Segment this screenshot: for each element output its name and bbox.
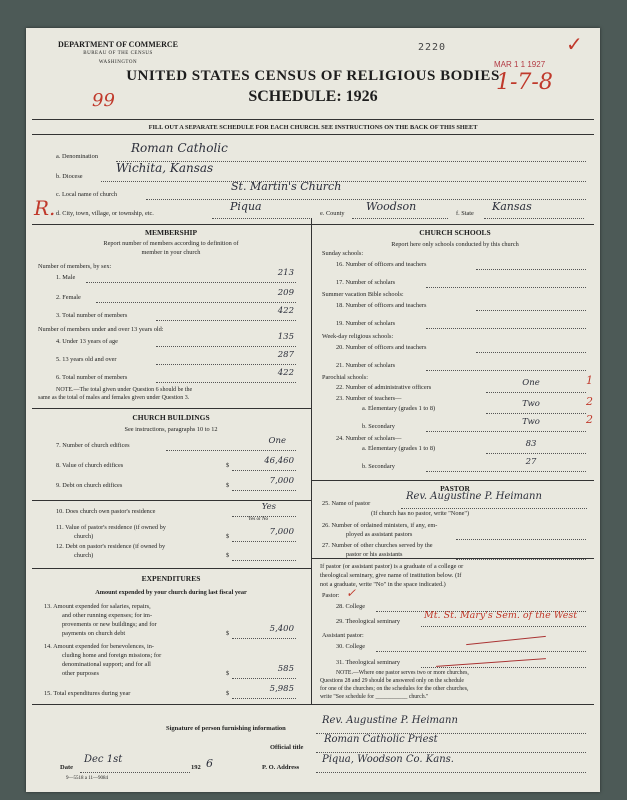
q25-value: Rev. Augustine P. Heimann bbox=[406, 491, 542, 502]
official-title-line bbox=[316, 752, 586, 753]
q29-line bbox=[421, 626, 586, 627]
year-prefix: 192 bbox=[191, 764, 201, 771]
expenditures-sub: Amount expended by your church during last fiscal year bbox=[95, 589, 247, 596]
q9-label: 9. Debt on church edifices bbox=[56, 482, 123, 489]
q13-label-2: and other running expenses; for im- bbox=[62, 612, 153, 619]
q23b-value: Two bbox=[522, 417, 540, 427]
q17-label: 17. Number of scholars bbox=[336, 279, 396, 286]
q13-label-3: provements or new buildings; and for bbox=[62, 621, 157, 628]
q23a-value: Two bbox=[522, 399, 540, 409]
official-title-value: Roman Catholic Priest bbox=[324, 734, 438, 745]
q31-label: 31. Theological seminary bbox=[336, 659, 401, 666]
q4-line bbox=[156, 346, 296, 347]
dollar-icon: $ bbox=[226, 462, 230, 469]
q13-label-4: payments on church debt bbox=[62, 630, 126, 637]
q17-line bbox=[426, 287, 586, 288]
q14-value: 585 bbox=[277, 664, 294, 674]
divider bbox=[32, 704, 594, 705]
dollar-icon: $ bbox=[226, 552, 230, 559]
q1-value: 213 bbox=[277, 268, 294, 278]
divider bbox=[32, 134, 594, 135]
diocese-value: Wichita, Kansas bbox=[116, 161, 214, 175]
denomination-value: Roman Catholic bbox=[131, 141, 228, 155]
q15-line bbox=[232, 698, 296, 699]
q26-label-2: ployed as assistant pastors bbox=[346, 531, 413, 538]
q21-label: 21. Number of scholars bbox=[336, 362, 396, 369]
q29-label: 29. Theological seminary bbox=[336, 618, 401, 625]
q3-value: 422 bbox=[277, 306, 294, 316]
q13-label: 13. Amount expended for salaries, repairs, bbox=[44, 603, 151, 610]
q3-line bbox=[156, 320, 296, 321]
q12-label: 12. Debt on pastor's residence (if owned by bbox=[56, 543, 166, 550]
county-line bbox=[352, 218, 448, 219]
q27-label-2: pastor or his assistants bbox=[346, 551, 403, 558]
membership-heading: MEMBERSHIP bbox=[144, 228, 198, 237]
q27-line bbox=[456, 559, 586, 560]
denomination-label: a. Denomination bbox=[56, 153, 98, 160]
membership-note-1: NOTE.—The total given under Question 6 should be the bbox=[56, 387, 193, 393]
pastor-check-mark: ✓ bbox=[346, 586, 357, 600]
dollar-icon: $ bbox=[226, 482, 230, 489]
q1-line bbox=[86, 282, 296, 283]
q30-label: 30. College bbox=[336, 643, 366, 650]
q22-red-mark: 1 bbox=[586, 374, 593, 387]
q5-line bbox=[156, 364, 296, 365]
q24a-label: a. Elementary (grades 1 to 8) bbox=[362, 445, 436, 452]
q14-line bbox=[232, 678, 296, 679]
q7-label: 7. Number of church edifices bbox=[56, 442, 130, 449]
q23-label: 23. Number of teachers— bbox=[336, 395, 402, 402]
bureau-name: BUREAU OF THE CENSUS bbox=[83, 51, 153, 56]
membership-intro-1: Report number of members according to definition of bbox=[103, 240, 239, 247]
q25-note: (If church has no pastor, write "None") bbox=[371, 510, 470, 517]
divider bbox=[311, 480, 594, 481]
q22-label: 22. Number of administrative officers bbox=[336, 384, 432, 391]
q2-value: 209 bbox=[277, 288, 294, 298]
divider bbox=[32, 408, 311, 409]
sunday-label: Sunday schools: bbox=[322, 250, 364, 257]
q23a-red-mark: 2 bbox=[586, 395, 593, 408]
q19-line bbox=[426, 328, 586, 329]
dept-name: DEPARTMENT OF COMMERCE bbox=[57, 40, 178, 49]
q7-line bbox=[166, 450, 296, 451]
column-divider bbox=[311, 218, 312, 558]
membership-note-2: same as the total of males and females given under Question 3. bbox=[38, 395, 190, 401]
q5-value: 287 bbox=[277, 350, 294, 360]
q8-line bbox=[232, 470, 296, 471]
q2-label: 2. Female bbox=[56, 294, 81, 301]
blue-number-mark: 99 bbox=[92, 90, 115, 111]
red-code-mark: 1-7-8 bbox=[496, 70, 553, 95]
q24a-value: 83 bbox=[525, 439, 537, 449]
dollar-icon: $ bbox=[226, 670, 230, 677]
q6-value: 422 bbox=[277, 368, 294, 378]
q19-label: 19. Number of scholars bbox=[336, 320, 396, 327]
q11-line bbox=[232, 541, 296, 542]
date-value: Dec 1st bbox=[84, 754, 123, 765]
summer-label: Summer vacation Bible schools: bbox=[322, 291, 404, 298]
serial-number: 2220 bbox=[418, 42, 447, 53]
county-label: e. County bbox=[320, 210, 345, 217]
form-footer-code: 9—5518 a 11—9084 bbox=[66, 776, 109, 781]
city-value: Piqua bbox=[230, 200, 262, 213]
divider bbox=[32, 119, 594, 120]
dollar-icon: $ bbox=[226, 630, 230, 637]
pastor-note-3: for one of the churches; on the schedules for the other churches, bbox=[320, 686, 469, 692]
q11-value: 7,000 bbox=[269, 527, 294, 537]
grad-note-3: not a graduate, write "No" in the space indicated.) bbox=[320, 581, 446, 588]
city-name: WASHINGTON bbox=[98, 60, 138, 65]
year-value: 6 bbox=[206, 757, 213, 770]
by-age-label: Number of members under and over 13 years old: bbox=[38, 326, 164, 333]
q12-line bbox=[232, 560, 296, 561]
q18-label: 18. Number of officers and teachers bbox=[336, 302, 427, 309]
signature-label: Signature of person furnishing information bbox=[166, 725, 286, 732]
yes-no-hint: Yes or No bbox=[248, 517, 269, 522]
church-name-value: St. Martin's Church bbox=[231, 180, 342, 193]
q8-label: 8. Value of church edifices bbox=[56, 462, 124, 469]
instruction-line: FILL OUT A SEPARATE SCHEDULE FOR EACH CHURCH. SEE INSTRUCTIONS ON THE BACK OF THIS SHEET bbox=[148, 124, 478, 131]
pastor-sub-label: Pastor: bbox=[322, 592, 340, 599]
q1-label: 1. Male bbox=[56, 274, 76, 281]
q10-label: 10. Does church own pastor's residence bbox=[56, 508, 156, 515]
q29-value: Mt. St. Mary's Sem. of the West bbox=[424, 610, 578, 621]
state-label: f. State bbox=[456, 210, 474, 217]
grad-note-2: theological seminary, give name of institution below. (If bbox=[320, 572, 462, 579]
divider bbox=[32, 224, 594, 225]
po-address-label: P. O. Address bbox=[262, 764, 300, 771]
state-value: Kansas bbox=[492, 200, 532, 213]
divider bbox=[311, 558, 594, 559]
q14-label-2: cluding home and foreign missions; for bbox=[62, 652, 162, 659]
q3-label: 3. Total number of members bbox=[56, 312, 128, 319]
dollar-icon: $ bbox=[226, 533, 230, 540]
q7-value: One bbox=[268, 436, 286, 446]
q24a-line bbox=[486, 453, 586, 454]
q14-label-4: other purposes bbox=[62, 670, 99, 677]
pastor-note-1: NOTE.—Where one pastor serves two or more churches, bbox=[336, 670, 469, 676]
city-label: d. City, town, village, or township, etc. bbox=[56, 210, 154, 217]
q16-label: 16. Number of officers and teachers bbox=[336, 261, 427, 268]
buildings-heading: CHURCH BUILDINGS bbox=[132, 413, 210, 422]
census-schedule-form bbox=[26, 28, 600, 792]
q26-line bbox=[456, 539, 586, 540]
q24b-line bbox=[426, 471, 586, 472]
received-date-stamp: MAR 1 1 1927 bbox=[494, 60, 546, 69]
signature-value: Rev. Augustine P. Heimann bbox=[322, 715, 458, 726]
q2-line bbox=[96, 302, 296, 303]
official-title-label: Official title bbox=[270, 744, 304, 751]
q21-line bbox=[426, 370, 586, 371]
q16-line bbox=[476, 269, 586, 270]
column-divider-lower bbox=[311, 558, 312, 704]
pastor-note-2: Questions 28 and 29 should be answered only on the schedule bbox=[320, 678, 464, 684]
q23a-line bbox=[486, 413, 586, 414]
red-r-mark: R. bbox=[34, 196, 56, 220]
county-value: Woodson bbox=[366, 200, 417, 213]
q5-label: 5. 13 years old and over bbox=[56, 356, 117, 363]
grad-note-1: If pastor (or assistant pastor) is a graduate of a college or bbox=[320, 563, 464, 570]
form-title: UNITED STATES CENSUS OF RELIGIOUS BODIES bbox=[126, 68, 500, 84]
q23b-red-mark: 2 bbox=[586, 413, 593, 426]
q26-label: 26. Number of ordained ministers, if any, em- bbox=[322, 522, 438, 529]
q22-line bbox=[486, 392, 586, 393]
pastor-heading: PASTOR bbox=[440, 484, 470, 493]
date-label: Date bbox=[60, 764, 73, 771]
q31-line bbox=[421, 667, 586, 668]
membership-intro-2: member in your church bbox=[141, 249, 201, 256]
po-address-line bbox=[316, 772, 586, 773]
date-line bbox=[80, 772, 190, 773]
diocese-label: b. Diocese bbox=[56, 173, 83, 180]
q20-label: 20. Number of officers and teachers bbox=[336, 344, 427, 351]
q24b-value: 27 bbox=[525, 457, 537, 467]
q4-value: 135 bbox=[277, 332, 294, 342]
divider bbox=[32, 500, 311, 501]
weekday-label: Week-day religious schools: bbox=[322, 333, 394, 340]
q4-label: 4. Under 13 years of age bbox=[56, 338, 118, 345]
buildings-sub: See instructions, paragraphs 10 to 12 bbox=[124, 426, 218, 433]
q11-label: 11. Value of pastor's residence (if owned by bbox=[56, 524, 166, 531]
q15-label: 15. Total expenditures during year bbox=[44, 690, 131, 697]
check-mark-icon: ✓ bbox=[566, 32, 583, 56]
dollar-icon: $ bbox=[226, 690, 230, 697]
schedule-title: SCHEDULE: 1926 bbox=[248, 88, 378, 105]
by-sex-label: Number of members, by sex: bbox=[38, 263, 112, 270]
q14-label: 14. Amount expended for benevolences, in- bbox=[44, 643, 154, 650]
parochial-label: Parochial schools: bbox=[322, 374, 368, 381]
q9-line bbox=[232, 490, 296, 491]
q13-line bbox=[232, 638, 296, 639]
divider bbox=[32, 568, 311, 569]
q18-line bbox=[476, 310, 586, 311]
struck-entry-icon bbox=[436, 658, 546, 667]
q25-label: 25. Name of pastor bbox=[322, 500, 371, 507]
q27-label: 27. Number of other churches served by the bbox=[322, 542, 433, 549]
q23b-line bbox=[426, 431, 586, 432]
q11-label-cont: church) bbox=[74, 533, 94, 540]
q24b-label: b. Secondary bbox=[362, 463, 395, 470]
q10-value: Yes bbox=[261, 502, 276, 512]
q23b-label: b. Secondary bbox=[362, 423, 395, 430]
schools-sub: Report here only schools conducted by this church bbox=[391, 241, 519, 248]
q25-line bbox=[401, 508, 587, 509]
diocese-line bbox=[101, 181, 586, 182]
q13-value: 5,400 bbox=[269, 624, 294, 634]
q8-value: 46,460 bbox=[264, 456, 294, 466]
pastor-note-4: write "See schedule for ___________ church." bbox=[320, 694, 429, 700]
struck-entry-icon bbox=[466, 636, 546, 645]
state-line bbox=[484, 218, 584, 219]
q15-value: 5,985 bbox=[269, 684, 294, 694]
q22-value: One bbox=[522, 378, 540, 388]
q30-line bbox=[376, 651, 586, 652]
department-header bbox=[38, 40, 198, 67]
q6-label: 6. Total number of members bbox=[56, 374, 128, 381]
q23a-label: a. Elementary (grades 1 to 8) bbox=[362, 405, 436, 412]
q24-label: 24. Number of scholars— bbox=[336, 435, 402, 442]
q9-value: 7,000 bbox=[269, 476, 294, 486]
q20-line bbox=[476, 352, 586, 353]
q28-label: 28. College bbox=[336, 603, 366, 610]
church-name-label: c. Local name of church bbox=[56, 191, 118, 198]
q14-label-3: denominational support; and for all bbox=[62, 661, 151, 668]
expenditures-heading: EXPENDITURES bbox=[141, 574, 201, 583]
assistant-pastor-label: Assistant pastor: bbox=[322, 632, 364, 639]
q6-line bbox=[156, 382, 296, 383]
po-address-value: Piqua, Woodson Co. Kans. bbox=[322, 754, 454, 765]
schools-heading: CHURCH SCHOOLS bbox=[419, 228, 491, 237]
city-line bbox=[212, 218, 312, 219]
q12-label-cont: church) bbox=[74, 552, 94, 559]
